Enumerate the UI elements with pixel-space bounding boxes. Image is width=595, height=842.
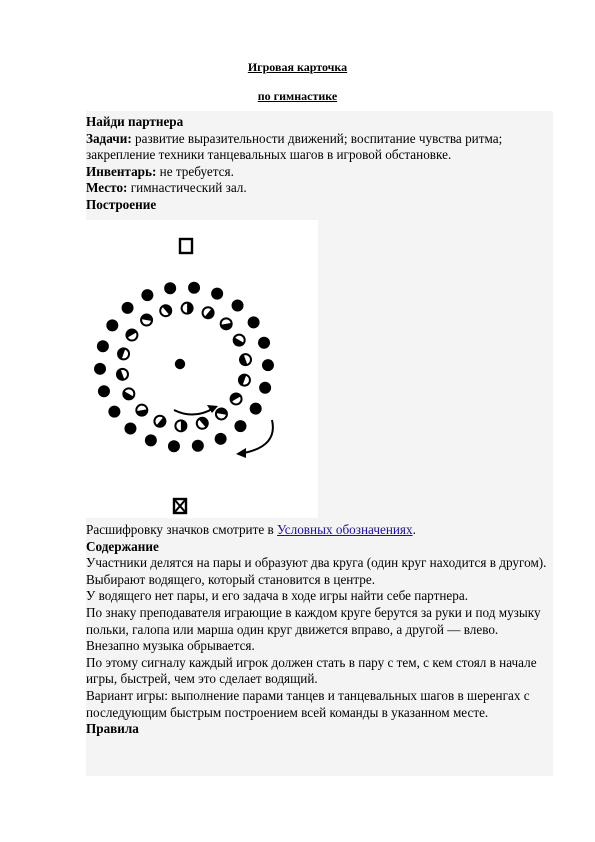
arrow-icon bbox=[244, 420, 273, 453]
filled-circle-icon bbox=[215, 433, 227, 445]
half-filled-circle-icon bbox=[121, 388, 134, 401]
half-filled-circle-icon bbox=[216, 408, 228, 420]
paragraph: Выбирают водящего, который становится в центре. bbox=[86, 571, 376, 587]
filled-circle-icon bbox=[164, 282, 176, 294]
filled-circle-icon bbox=[188, 282, 200, 294]
filled-circle-icon bbox=[141, 289, 153, 301]
legend-link[interactable]: Условных обозначениях bbox=[277, 522, 413, 537]
half-filled-circle-icon bbox=[117, 347, 130, 360]
filled-circle-icon bbox=[106, 319, 118, 331]
leader-circle-icon bbox=[175, 359, 185, 369]
paragraph: По знаку преподавателя играющие в каждом круге берутся за руки и под музыку польки, галопа или марша один круг движется вправо, а другой — влево. bbox=[86, 604, 541, 637]
crossed-square-icon bbox=[174, 499, 186, 513]
paragraph: По этому сигналу каждый игрок должен стать в пару с тем, с кем стоял в начале игры, быстрей, чем это сделает водящий. bbox=[86, 654, 537, 687]
half-filled-circle-icon bbox=[136, 405, 148, 417]
card-body bbox=[86, 522, 548, 738]
filled-circle-icon bbox=[122, 302, 134, 314]
half-filled-circle-icon bbox=[154, 416, 167, 429]
paragraph: Внезапно музыка обрывается. bbox=[86, 638, 255, 654]
formation-heading: Построение bbox=[86, 196, 157, 212]
half-filled-circle-icon bbox=[141, 314, 153, 326]
teacher-square-icon bbox=[180, 239, 192, 253]
tasks-line bbox=[86, 131, 548, 164]
legend-line bbox=[86, 522, 548, 539]
formation-diagram bbox=[86, 220, 318, 518]
filled-circle-icon bbox=[124, 422, 136, 434]
half-filled-circle-icon bbox=[124, 328, 137, 341]
arrow-icon bbox=[174, 408, 214, 415]
half-filled-circle-icon bbox=[221, 318, 233, 330]
filled-circle-icon bbox=[145, 434, 157, 446]
place-line bbox=[86, 180, 548, 197]
half-filled-circle-icon bbox=[182, 303, 193, 314]
content-heading: Содержание bbox=[86, 538, 159, 554]
filled-circle-icon bbox=[108, 406, 120, 418]
legend-suffix: . bbox=[412, 522, 416, 537]
formation-diagram-svg bbox=[86, 220, 318, 518]
half-filled-circle-icon bbox=[175, 420, 186, 431]
place-text: гимнастический зал. bbox=[127, 180, 247, 196]
game-name: Найди партнера bbox=[86, 114, 184, 129]
arrow-head-icon bbox=[236, 448, 246, 458]
filled-circle-icon bbox=[248, 316, 260, 328]
filled-circle-icon bbox=[94, 363, 106, 375]
equipment-label: Инвентарь: bbox=[86, 163, 157, 179]
filled-circle-icon bbox=[232, 300, 244, 312]
card-subtitle: по гимнастике bbox=[257, 89, 338, 103]
filled-circle-icon bbox=[168, 440, 180, 452]
filled-circle-icon bbox=[211, 288, 223, 300]
equipment-line bbox=[86, 164, 548, 181]
card-content bbox=[86, 114, 548, 214]
half-filled-circle-icon bbox=[197, 416, 210, 429]
filled-circle-icon bbox=[259, 382, 271, 394]
place-label: Место: bbox=[86, 180, 128, 196]
equipment-text: не требуется. bbox=[156, 163, 234, 179]
half-filled-circle-icon bbox=[160, 303, 173, 316]
rules-heading: Правила bbox=[86, 721, 139, 737]
filled-circle-icon bbox=[98, 385, 110, 397]
half-filled-circle-icon bbox=[237, 373, 250, 386]
filled-circle-icon bbox=[258, 337, 270, 349]
paragraph: Участники делятся на пары и образуют два круга (один круг находится в другом). bbox=[86, 555, 547, 571]
paragraph: У водящего нет пары, и его задача в ходе игры найти себе партнера. bbox=[86, 588, 469, 604]
tasks-label: Задачи: bbox=[86, 130, 132, 146]
filled-circle-icon bbox=[250, 403, 262, 415]
half-filled-circle-icon bbox=[229, 391, 242, 404]
half-filled-circle-icon bbox=[238, 354, 251, 367]
filled-circle-icon bbox=[97, 340, 109, 352]
legend-prefix: Расшифровку значков смотрите в bbox=[86, 522, 278, 537]
filled-circle-icon bbox=[262, 359, 274, 371]
tasks-text: развитие выразительности движений; воспитание чувства ритма; закрепление техники танцевальных шагов в игровой обстановке. bbox=[86, 130, 503, 163]
filled-circle-icon bbox=[234, 420, 246, 432]
half-filled-circle-icon bbox=[232, 335, 245, 348]
half-filled-circle-icon bbox=[115, 369, 128, 382]
paragraph: Вариант игры: выполнение парами танцев и танцевальных шагов в шеренгах с последующим быстрым построением всей команды в указанном месте. bbox=[86, 687, 530, 720]
filled-circle-icon bbox=[192, 440, 204, 452]
half-filled-circle-icon bbox=[203, 307, 216, 320]
card-title: Игровая карточка bbox=[247, 60, 348, 74]
